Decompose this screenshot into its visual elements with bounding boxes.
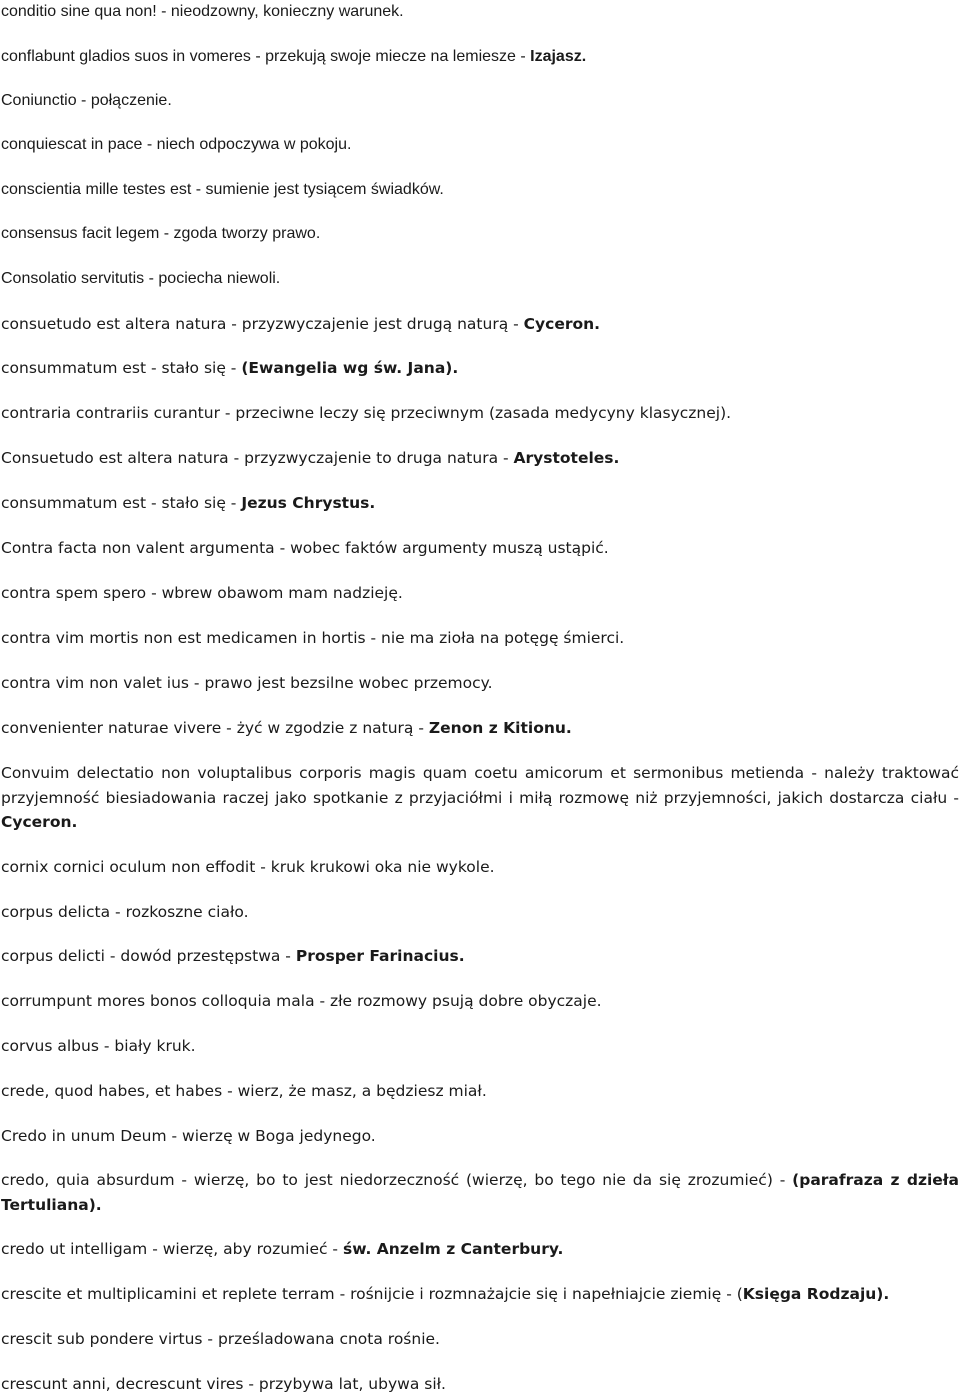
entry-text: crescite et multiplicamini et replete terram - rośnijcie i rozmnażajcie się i napełniajcie ziemię - ( <box>1 1285 743 1303</box>
entry-text: Convuim delectatio non voluptalibus corporis magis quam coetu amicorum et sermonibus metienda - należy traktować przyjemność biesiadowania raczej jako spotkanie z przyjaciółmi i miłą rozmowę niż przyjemności, jakich dostarcza ciału - <box>1 764 959 807</box>
entry-source: Zenon z Kitionu. <box>428 719 572 737</box>
entry-corrumpunt <box>1 989 959 1014</box>
entry-credo-quia <box>1 1168 959 1217</box>
entry-corpus-delicta <box>1 900 959 925</box>
entry-text: consensus facit legem - zgoda tworzy prawo. <box>1 225 321 242</box>
entry-contraria <box>1 401 959 426</box>
entry-consuetudo-2 <box>1 446 959 471</box>
entry-cornix <box>1 855 959 880</box>
entry-text: credo, quia absurdum - wierzę, bo to jest niedorzeczność (wierzę, bo tego nie da się zrozumieć) - <box>1 1171 793 1189</box>
entry-text: corvus albus - biały kruk. <box>1 1037 196 1055</box>
entry-corpus-delicti <box>1 944 959 969</box>
entry-text: Credo in unum Deum - wierzę w Boga jedynego. <box>1 1127 376 1145</box>
entry-coniunctio <box>1 89 959 114</box>
entry-conditio <box>1 0 959 25</box>
entry-text: corpus delicti - dowód przestępstwa - <box>1 947 296 965</box>
entry-text: Coniunctio - połączenie. <box>1 92 172 109</box>
entry-text: conquiescat in pace - niech odpoczywa w pokoju. <box>1 136 352 153</box>
entry-contra-vim-mortis <box>1 626 959 651</box>
entry-contra-vim-ius <box>1 671 959 696</box>
entry-text: cornix cornici oculum non effodit - kruk krukowi oka nie wykole. <box>1 858 495 876</box>
entry-text: consummatum est - stało się - <box>1 359 242 377</box>
entry-text: conditio sine qua non! - nieodzowny, konieczny warunek. <box>1 3 404 20</box>
entry-text: consummatum est - stało się - <box>1 494 242 512</box>
entry-consolatio <box>1 267 959 292</box>
entry-source: Cyceron. <box>1 813 78 831</box>
entry-conscientia <box>1 178 959 203</box>
entry-text: conscientia mille testes est - sumienie jest tysiącem świadków. <box>1 181 444 198</box>
entry-consuetudo <box>1 312 959 337</box>
entry-source: Cyceron. <box>523 315 601 333</box>
entry-consensus <box>1 222 959 247</box>
entry-text: crede, quod habes, et habes - wierz, że masz, a będziesz miał. <box>1 1082 487 1100</box>
entry-source: Izajasz. <box>530 48 587 65</box>
entry-source: św. Anzelm z Canterbury. <box>342 1240 564 1258</box>
entry-text: Consolatio servitutis - pociecha niewoli. <box>1 270 281 287</box>
entry-text: convenienter naturae vivere - żyć w zgodzie z naturą - <box>1 719 429 737</box>
entry-source: Prosper Farinacius. <box>295 947 465 965</box>
entry-crede <box>1 1079 959 1104</box>
entry-text: consuetudo est altera natura - przyzwyczajenie jest drugą naturą - <box>1 315 524 333</box>
entry-convenienter <box>1 716 959 741</box>
entry-consummatum-1 <box>1 356 959 381</box>
entry-credo-in-unum <box>1 1124 959 1149</box>
entry-corvus <box>1 1034 959 1059</box>
entry-text: conflabunt gladios suos in vomeres - przekują swoje miecze na lemiesze - <box>1 48 531 65</box>
entry-contra-facta <box>1 536 959 561</box>
entry-contra-spem <box>1 581 959 606</box>
entry-convuim <box>1 761 959 835</box>
entry-crescite <box>1 1282 959 1307</box>
entry-source: Księga Rodzaju). <box>742 1285 890 1303</box>
entry-crescit <box>1 1327 959 1352</box>
entry-credo-ut <box>1 1237 959 1262</box>
entry-crescunt <box>1 1372 959 1397</box>
entry-text: Contra facta non valent argumenta - wobec faktów argumenty muszą ustąpić. <box>1 539 609 557</box>
entry-conflabunt <box>1 45 959 70</box>
entry-text: corpus delicta - rozkoszne ciało. <box>1 903 249 921</box>
entry-source: Arystoteles. <box>513 449 620 467</box>
entry-text: credo ut intelligam - wierzę, aby rozumieć - <box>1 1240 343 1258</box>
entry-text: crescunt anni, decrescunt vires - przybywa lat, ubywa sił. <box>1 1375 446 1393</box>
entry-text: Consuetudo est altera natura - przyzwyczajenie to druga natura - <box>1 449 514 467</box>
entry-text: contra vim non valet ius - prawo jest bezsilne wobec przemocy. <box>1 674 493 692</box>
entry-text: corrumpunt mores bonos colloquia mala - złe rozmowy psują dobre obyczaje. <box>1 992 602 1010</box>
entry-text: contra vim mortis non est medicamen in hortis - nie ma zioła na potęgę śmierci. <box>1 629 625 647</box>
entry-text: contra spem spero - wbrew obawom mam nadzieję. <box>1 584 403 602</box>
entry-text: crescit sub pondere virtus - prześladowana cnota rośnie. <box>1 1330 440 1348</box>
entry-source: Jezus Chrystus. <box>241 494 376 512</box>
entry-source: (Ewangelia wg św. Jana). <box>241 359 459 377</box>
entry-consummatum-2 <box>1 491 959 516</box>
entry-text: contraria contrariis curantur - przeciwne leczy się przeciwnym (zasada medycyny klasycznej). <box>1 404 732 422</box>
entry-source: (parafraza z dzieła Tertuliana). <box>1 1171 959 1214</box>
entry-conquiescat <box>1 133 959 158</box>
